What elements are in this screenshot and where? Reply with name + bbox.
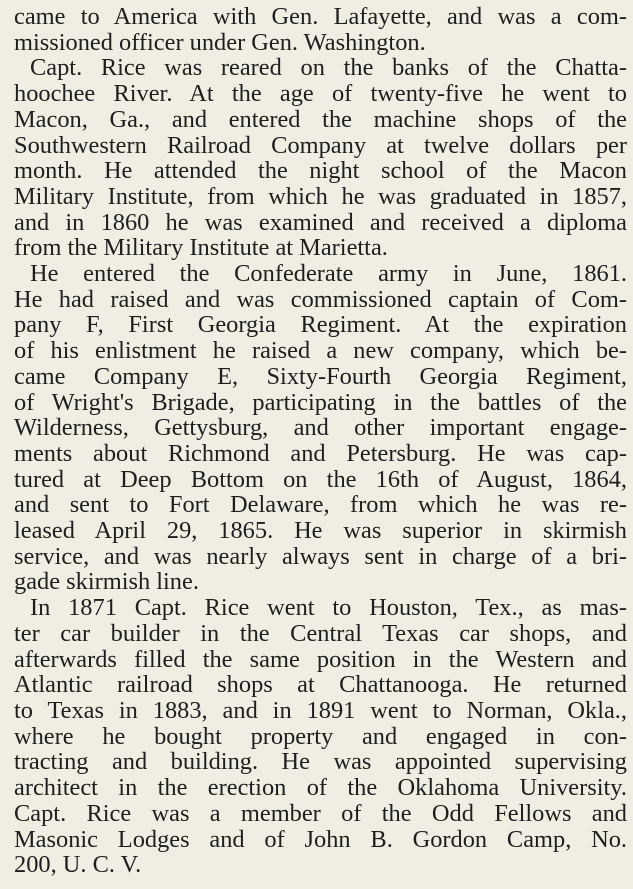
text-line: and sent to Fort Delaware, from which he was re- (14, 491, 627, 519)
text-line: of Wright's Brigade, participating in the battles of the (14, 388, 627, 416)
text-line: afterwards filled the same position in the Western and (14, 645, 627, 673)
text-line: from the Military Institute at Marietta. (14, 234, 388, 262)
text-line: came Company E, Sixty-Fourth Georgia Regiment, (14, 362, 627, 390)
text-line: ments about Richmond and Petersburg. He was cap- (14, 439, 627, 467)
text-line: leased April 29, 1865. He was superior in skirmish (14, 517, 627, 545)
text-line: hoochee River. At the age of twenty-five he went to (14, 80, 627, 108)
text-line: Military Institute, from which he was graduated in 1857, (14, 182, 627, 210)
text-line: architect in the erection of the Oklahoma University. (14, 774, 627, 802)
paragraph-early-life (14, 55, 627, 261)
text-line: service, and was nearly always sent in charge of a bri- (14, 542, 627, 570)
text-line: Capt. Rice was reared on the banks of the Chatta- (30, 54, 627, 82)
paragraph-later-career (14, 595, 627, 878)
text-line: tracting and building. He was appointed supervising (14, 748, 627, 776)
text-line: pany F, First Georgia Regiment. At the expiration (14, 311, 627, 339)
text-line: 200, U. C. V. (14, 851, 142, 879)
text-line: where he bought property and engaged in con- (14, 722, 627, 750)
text-line: came to America with Gen. Lafayette, and was a com- (14, 3, 627, 30)
text-line: tured at Deep Bottom on the 16th of August, 1864, (14, 465, 627, 493)
text-line: month. He attended the night school of the Macon (14, 157, 627, 185)
text-line: and in 1860 he was examined and received a diploma (14, 208, 627, 236)
text-line: Capt. Rice was a member of the Odd Fellows and (14, 799, 627, 827)
text-line: ter car builder in the Central Texas car shops, and (14, 619, 627, 647)
text-line: He entered the Confederate army in June, 1861. (30, 260, 627, 288)
text-line: Masonic Lodges and of John B. Gordon Camp, No. (14, 825, 627, 853)
text-line: missioned officer under Gen. Washington. (14, 28, 426, 56)
text-line: of his enlistment he raised a new company, which be- (14, 337, 627, 365)
text-line: He had raised and was commissioned captain of Com- (14, 285, 627, 313)
text-line: Wilderness, Gettysburg, and other important engage- (14, 414, 627, 442)
text-line: gade skirmish line. (14, 568, 199, 596)
paragraph-military-service (14, 261, 627, 595)
text-line: to Texas in 1883, and in 1891 went to Norman, Okla., (14, 696, 627, 724)
text-line: Atlantic railroad shops at Chattanooga. He returned (14, 671, 627, 699)
text-line: Macon, Ga., and entered the machine shops of the (14, 105, 627, 133)
text-line: In 1871 Capt. Rice went to Houston, Tex., as mas- (30, 594, 627, 622)
paragraph-ancestry (14, 4, 627, 55)
text-line: Southwestern Railroad Company at twelve dollars per (14, 131, 627, 159)
